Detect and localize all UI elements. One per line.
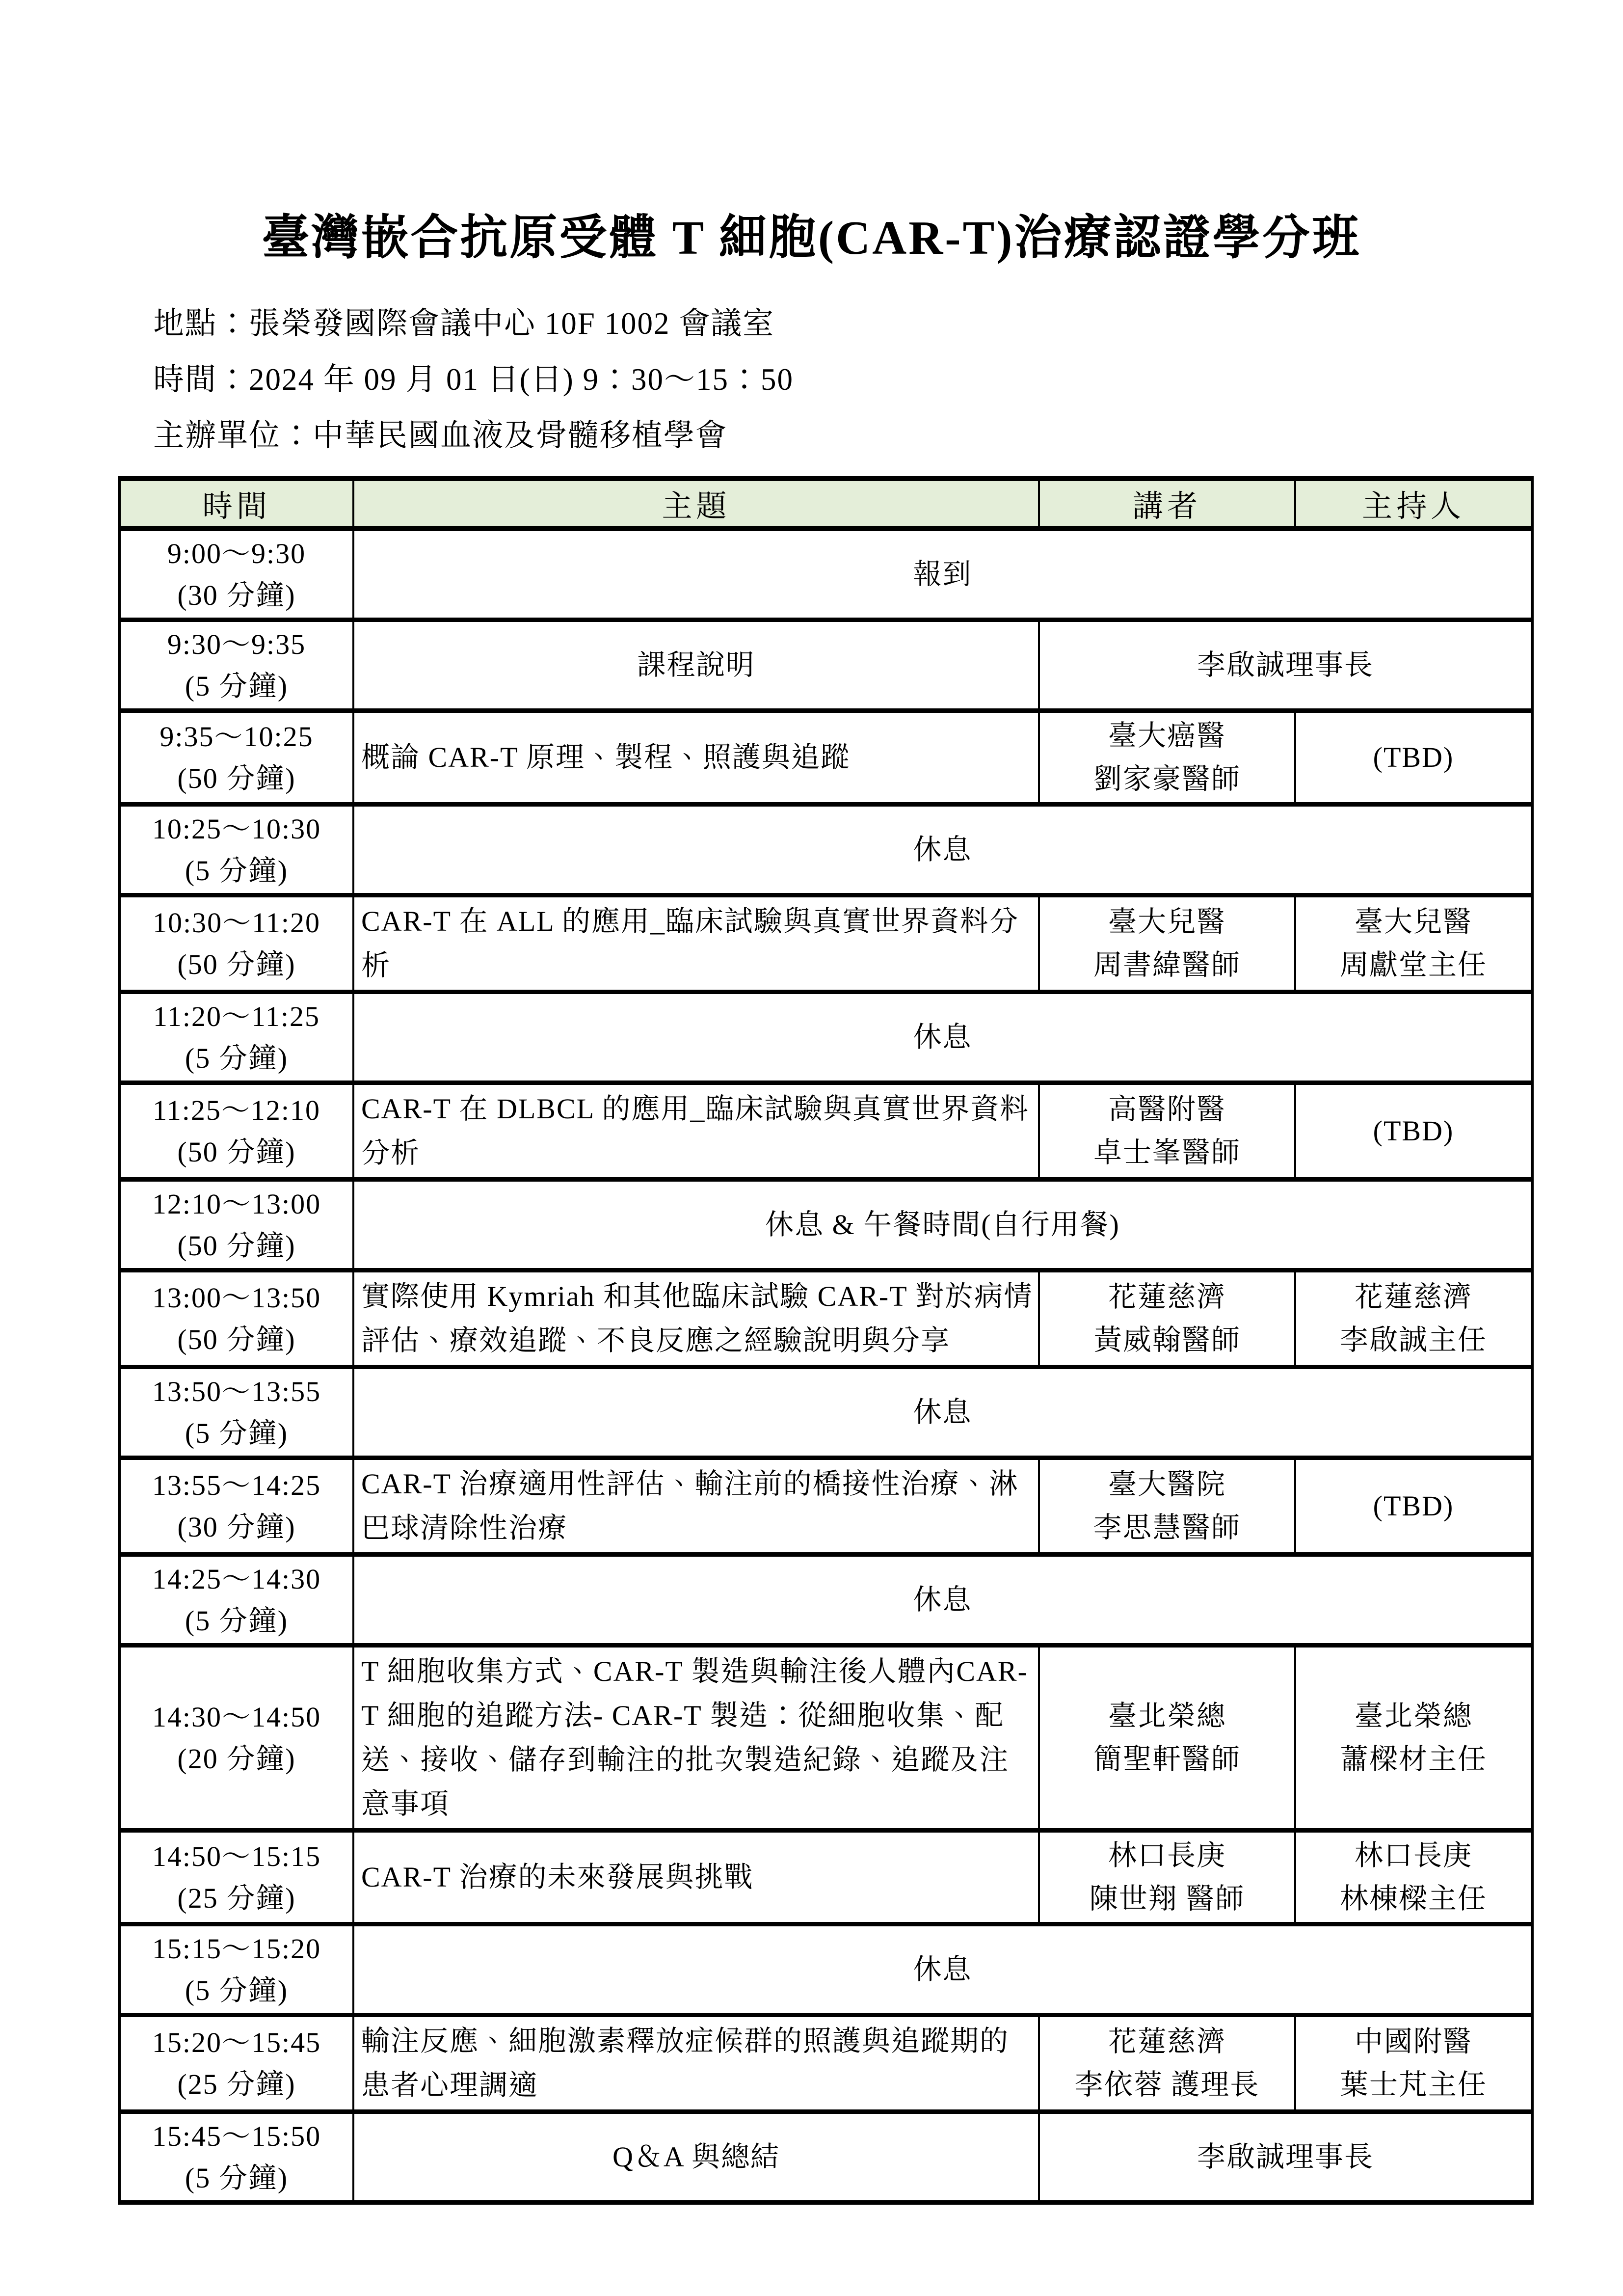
- moderator-line: (TBD): [1373, 1490, 1454, 1522]
- topic-cell: [353, 1646, 1039, 1831]
- meta-time: 時間：2024 年 09 月 01 日(日) 9：30～15：50: [153, 362, 794, 397]
- table-row: [119, 1646, 1532, 1831]
- moderator-cell: [1295, 1270, 1532, 1367]
- time-cell: [119, 1831, 353, 1924]
- speaker-line: 花蓮慈濟: [1108, 2026, 1226, 2057]
- time-range: 15:15～15:20: [152, 1933, 321, 1965]
- time-range: 11:25～12:10: [152, 1094, 321, 1126]
- time-range: 13:55～14:25: [152, 1469, 321, 1501]
- topic-cell: [353, 1270, 1039, 1367]
- topic-text: 休息 & 午餐時間(自行用餐): [765, 1209, 1120, 1241]
- time-cell: [119, 529, 353, 620]
- table-row: [119, 711, 1532, 805]
- speaker-line: 陳世翔 醫師: [1089, 1883, 1245, 1915]
- speaker-cell: [1039, 1458, 1295, 1555]
- time-duration: (5 分鐘): [185, 1974, 289, 2006]
- time-range: 11:20～11:25: [153, 1000, 320, 1032]
- time-cell: [119, 895, 353, 992]
- speaker-line: 臺北榮總: [1108, 1700, 1226, 1732]
- table-row: [119, 1458, 1532, 1555]
- topic-cell: [353, 992, 1532, 1083]
- speaker-line: 周書緯醫師: [1093, 949, 1241, 981]
- topic-cell: [353, 2112, 1039, 2203]
- speaker-line: 李思慧醫師: [1093, 1512, 1241, 1543]
- speaker-cell: [1039, 711, 1295, 805]
- speaker-line: 卓士峯醫師: [1093, 1136, 1241, 1168]
- speaker-cell: [1039, 2015, 1295, 2112]
- speaker-line: 李啟誠理事長: [1197, 2141, 1374, 2173]
- schedule-body: [119, 529, 1532, 2203]
- topic-cell: [353, 1180, 1532, 1270]
- topic-cell: [353, 1555, 1532, 1646]
- topic-text: 休息: [913, 1953, 972, 1985]
- time-cell: [119, 1270, 353, 1367]
- table-row: [119, 1555, 1532, 1646]
- time-duration: (50 分鐘): [177, 1230, 296, 1262]
- moderator-line: 臺大兒醫: [1354, 906, 1472, 938]
- time-cell: [119, 992, 353, 1083]
- table-row: [119, 1367, 1532, 1458]
- speaker-cell: [1039, 2112, 1532, 2203]
- topic-text: 課程說明: [637, 649, 755, 681]
- time-range: 15:20～15:45: [152, 2026, 321, 2058]
- table-row: [119, 1180, 1532, 1270]
- topic-text: 概論 CAR-T 原理、製程、照護與追蹤: [361, 741, 850, 773]
- table-row: [119, 2112, 1532, 2203]
- speaker-cell: [1039, 1270, 1295, 1367]
- topic-cell: [353, 805, 1532, 895]
- topic-text: CAR-T 治療適用性評估、輸注前的橋接性治療、淋巴球清除性治療: [361, 1468, 1019, 1544]
- time-duration: (5 分鐘): [185, 2162, 289, 2194]
- moderator-line: (TBD): [1373, 1115, 1454, 1147]
- moderator-cell: [1295, 1083, 1532, 1180]
- time-range: 14:25～14:30: [152, 1563, 321, 1595]
- col-header-moderator: 主持人: [1295, 479, 1532, 529]
- topic-text: CAR-T 在 DLBCL 的應用_臨床試驗與真實世界資料分析: [361, 1093, 1030, 1169]
- time-cell: [119, 1367, 353, 1458]
- time-duration: (50 分鐘): [177, 1324, 296, 1355]
- speaker-line: 劉家豪醫師: [1093, 763, 1241, 795]
- time-range: 10:30～11:20: [152, 907, 321, 939]
- time-duration: (30 分鐘): [177, 579, 296, 611]
- time-duration: (30 分鐘): [177, 1511, 296, 1543]
- speaker-cell: [1039, 1646, 1295, 1831]
- meta-location: 地點：張榮發國際會議中心 10F 1002 會議室: [153, 306, 775, 341]
- topic-text: CAR-T 在 ALL 的應用_臨床試驗與真實世界資料分析: [361, 905, 1019, 981]
- time-cell: [119, 620, 353, 711]
- time-duration: (50 分鐘): [177, 948, 296, 980]
- speaker-cell: [1039, 1083, 1295, 1180]
- time-range: 9:00～9:30: [167, 538, 306, 569]
- topic-text: 實際使用 Kymriah 和其他臨床試驗 CAR-T 對於病情評估、療效追蹤、不良反應之經驗說明與分享: [361, 1280, 1034, 1356]
- moderator-cell: [1295, 1646, 1532, 1831]
- topic-cell: [353, 1367, 1532, 1458]
- topic-cell: [353, 620, 1039, 711]
- speaker-line: 簡聖軒醫師: [1093, 1743, 1241, 1775]
- col-header-time: 時間: [119, 479, 353, 529]
- speaker-line: 李啟誠理事長: [1197, 649, 1374, 681]
- time-cell: [119, 2015, 353, 2112]
- time-cell: [119, 1458, 353, 1555]
- speaker-line: 黃威翰醫師: [1093, 1324, 1241, 1356]
- time-range: 15:45～15:50: [152, 2120, 321, 2152]
- meta-organizer: 主辦單位：中華民國血液及骨髓移植學會: [153, 418, 727, 453]
- col-header-topic: 主題: [353, 479, 1039, 529]
- topic-text: T 細胞收集方式、CAR-T 製造與輸注後人體內CAR-T 細胞的追蹤方法- CAR-T 製造：從細胞收集、配送、接收、儲存到輸注的批次製造紀錄、追蹤及注意事項: [361, 1655, 1028, 1820]
- table-row: [119, 895, 1532, 992]
- topic-text: 休息: [913, 1021, 972, 1053]
- speaker-line: 高醫附醫: [1108, 1093, 1226, 1125]
- table-row: [119, 620, 1532, 711]
- speaker-line: 臺大兒醫: [1108, 906, 1226, 938]
- moderator-cell: [1295, 895, 1532, 992]
- topic-text: Q＆A 與總結: [612, 2141, 780, 2173]
- time-cell: [119, 1555, 353, 1646]
- speaker-line: 李依蓉 護理長: [1074, 2069, 1260, 2101]
- moderator-cell: [1295, 2015, 1532, 2112]
- moderator-line: (TBD): [1373, 741, 1454, 773]
- moderator-line: 李啟誠主任: [1339, 1324, 1487, 1356]
- topic-text: 休息: [913, 1584, 972, 1616]
- time-duration: (25 分鐘): [177, 1882, 296, 1914]
- table-row: [119, 992, 1532, 1083]
- speaker-cell: [1039, 1831, 1295, 1924]
- table-row: [119, 1083, 1532, 1180]
- page-title: 臺灣嵌合抗原受體 T 細胞(CAR-T)治療認證學分班: [262, 212, 1361, 264]
- speaker-cell: [1039, 895, 1295, 992]
- time-duration: (5 分鐘): [185, 855, 289, 887]
- schedule-table: [118, 476, 1534, 2205]
- moderator-line: 臺北榮總: [1354, 1700, 1472, 1732]
- time-range: 9:30～9:35: [167, 628, 306, 660]
- moderator-line: 林棟樑主任: [1339, 1883, 1487, 1915]
- table-row: [119, 1924, 1532, 2015]
- topic-cell: [353, 1083, 1039, 1180]
- topic-cell: [353, 1458, 1039, 1555]
- topic-cell: [353, 1924, 1532, 2015]
- time-duration: (50 分鐘): [177, 762, 296, 794]
- time-range: 13:50～13:55: [152, 1376, 321, 1407]
- time-duration: (5 分鐘): [185, 1605, 289, 1637]
- speaker-line: 林口長庚: [1108, 1839, 1226, 1871]
- time-cell: [119, 1646, 353, 1831]
- col-header-speaker: 講者: [1039, 479, 1295, 529]
- speaker-line: 臺大醫院: [1108, 1468, 1226, 1500]
- moderator-line: 蕭樑材主任: [1339, 1743, 1487, 1775]
- topic-text: 休息: [913, 1396, 972, 1428]
- topic-text: CAR-T 治療的未來發展與挑戰: [361, 1861, 754, 1893]
- time-range: 13:00～13:50: [152, 1282, 321, 1314]
- topic-text: 報到: [913, 558, 972, 590]
- speaker-line: 臺大癌醫: [1108, 720, 1226, 752]
- time-cell: [119, 1180, 353, 1270]
- time-cell: [119, 1083, 353, 1180]
- table-row: [119, 1270, 1532, 1367]
- time-range: 12:10～13:00: [152, 1188, 321, 1220]
- moderator-line: 周獻堂主任: [1339, 949, 1487, 981]
- meta-block: [153, 296, 1623, 463]
- topic-cell: [353, 2015, 1039, 2112]
- time-duration: (25 分鐘): [177, 2068, 296, 2100]
- moderator-cell: [1295, 711, 1532, 805]
- time-range: 10:25～10:30: [152, 813, 321, 845]
- time-range: 14:50～15:15: [152, 1840, 321, 1872]
- time-cell: [119, 805, 353, 895]
- header-row: [119, 479, 1532, 529]
- time-cell: [119, 2112, 353, 2203]
- moderator-cell: [1295, 1831, 1532, 1924]
- table-row: [119, 529, 1532, 620]
- time-duration: (20 分鐘): [177, 1743, 296, 1775]
- time-cell: [119, 1924, 353, 2015]
- time-duration: (5 分鐘): [185, 670, 289, 702]
- time-duration: (5 分鐘): [185, 1417, 289, 1449]
- topic-cell: [353, 1831, 1039, 1924]
- topic-cell: [353, 711, 1039, 805]
- moderator-line: 林口長庚: [1354, 1839, 1472, 1871]
- topic-cell: [353, 895, 1039, 992]
- table-row: [119, 805, 1532, 895]
- time-duration: (50 分鐘): [177, 1136, 296, 1168]
- moderator-cell: [1295, 1458, 1532, 1555]
- time-duration: (5 分鐘): [185, 1042, 289, 1074]
- time-range: 14:30～14:50: [152, 1701, 321, 1733]
- time-range: 9:35～10:25: [160, 721, 314, 753]
- topic-text: 休息: [913, 834, 972, 865]
- table-row: [119, 1831, 1532, 1924]
- topic-text: 輸注反應、細胞激素釋放症候群的照護與追蹤期的患者心理調適: [361, 2025, 1010, 2101]
- moderator-line: 葉士芃主任: [1339, 2069, 1487, 2101]
- topic-cell: [353, 529, 1532, 620]
- time-cell: [119, 711, 353, 805]
- table-row: [119, 2015, 1532, 2112]
- moderator-line: 花蓮慈濟: [1354, 1281, 1472, 1313]
- speaker-line: 花蓮慈濟: [1108, 1281, 1226, 1313]
- moderator-line: 中國附醫: [1354, 2026, 1472, 2057]
- speaker-cell: [1039, 620, 1532, 711]
